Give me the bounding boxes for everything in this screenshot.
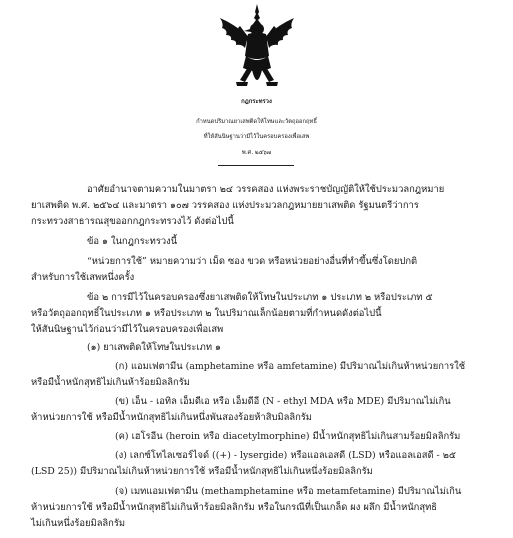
list-heading: (๑) ยาเสพติดให้โทษในประเภท ๑	[87, 342, 221, 353]
list-item: (ง) เลกซ์โทไลเซอร์ไจด์ ((+) - lysergide) หรือแอลเอสดี (LSD) หรือแอลเอสดี - ๒๕	[115, 450, 456, 461]
body-line: อาศัยอำนาจตามความในมาตรา ๒๔ วรรคสอง แห่งพระราชบัญญัติให้ใช้ประมวลกฎหมาย	[87, 184, 445, 195]
list-item-continuation: ห้าหน่วยการใช้ หรือมีน้ำหนักสุทธิไม่เกินหนึ่งพันสองร้อยห้าสิบมิลลิกรัม	[31, 412, 312, 423]
body-line: หรือวัตถุออกฤทธิ์ในประเภท ๑ หรือประเภท ๒ ในปริมาณเล็กน้อยตามที่กำหนดดังต่อไปนี้	[31, 308, 382, 319]
body-line: ยาเสพติด พ.ศ. ๒๕๖๔ และมาตรา ๑๐๗ วรรคสอง แห่งประมวลกฎหมายยาเสพติด รัฐมนตรีว่าการ	[31, 200, 419, 211]
subtitle-line: กำหนดปริมาณยาเสพติดให้โทษและวัตถุออกฤทธิ์	[196, 119, 317, 125]
clause-heading: ข้อ ๑ ในกฎกระทรวงนี้	[87, 236, 178, 247]
document-title: กฎกระทรวง	[241, 98, 272, 105]
list-item-continuation: (LSD 25)) มีปริมาณไม่เกินห้าหน่วยการใช้ หรือมีน้ำหนักสุทธิไม่เกินหนึ่งร้อยมิลลิกรัม	[31, 466, 373, 477]
list-item: (ก) แอมเฟตามีน (amphetamine หรือ amfetamine) มีปริมาณไม่เกินห้าหน่วยการใช้	[115, 361, 466, 372]
list-item: (ค) เฮโรอีน (heroin หรือ diacetylmorphine) มีน้ำหนักสุทธิไม่เกินสามร้อยมิลลิกรัม	[115, 431, 461, 442]
list-item-continuation: ไม่เกินหนึ่งร้อยมิลลิกรัม	[31, 518, 126, 529]
body-line: “หน่วยการใช้” หมายความว่า เม็ด ซอง ขวด หรือหน่วยอย่างอื่นที่ทำขึ้นซึ่งโดยปกติ	[87, 256, 418, 267]
list-item-continuation: ห้าหน่วยการใช้ หรือมีน้ำหนักสุทธิไม่เกินห้าร้อยมิลลิกรัม หรือในกรณีที่เป็นเกล็ด ผง ผลึก มีน้ำหนักสุทธิ	[31, 502, 437, 513]
body-line: สำหรับการใช้เสพหนึ่งครั้ง	[31, 272, 135, 283]
garuda-emblem-icon	[214, 4, 300, 92]
subtitle-line: ที่ให้สันนิษฐานว่ามีไว้ในครอบครองเพื่อเสพ	[203, 134, 310, 140]
title-divider	[218, 165, 294, 166]
body-line: กระทรวงสาธารณสุขออกกฎกระทรวงไว้ ดังต่อไปนี้	[31, 216, 234, 227]
document-year: พ.ศ. ๒๕๖๗	[241, 150, 272, 156]
list-item-continuation: หรือมีน้ำหนักสุทธิไม่เกินห้าร้อยมิลลิกรัม	[31, 377, 190, 388]
list-item: (จ) เมทแอมเฟตามีน (methamphetamine หรือ metamfetamine) มีปริมาณไม่เกิน	[115, 486, 462, 497]
body-line: ให้สันนิษฐานไว้ก่อนว่ามีไว้ในครอบครองเพื่อเสพ	[31, 324, 224, 335]
body-line: ข้อ ๒ การมีไว้ในครอบครองซึ่งยาเสพติดให้โทษในประเภท ๑ ประเภท ๒ หรือประเภท ๕	[87, 292, 433, 303]
list-item: (ข) เอ็น - เอทิล เอ็มดีเอ หรือ เอ็มดีอี (N - ethyl MDA หรือ MDE) มีปริมาณไม่เกิน	[115, 396, 451, 407]
